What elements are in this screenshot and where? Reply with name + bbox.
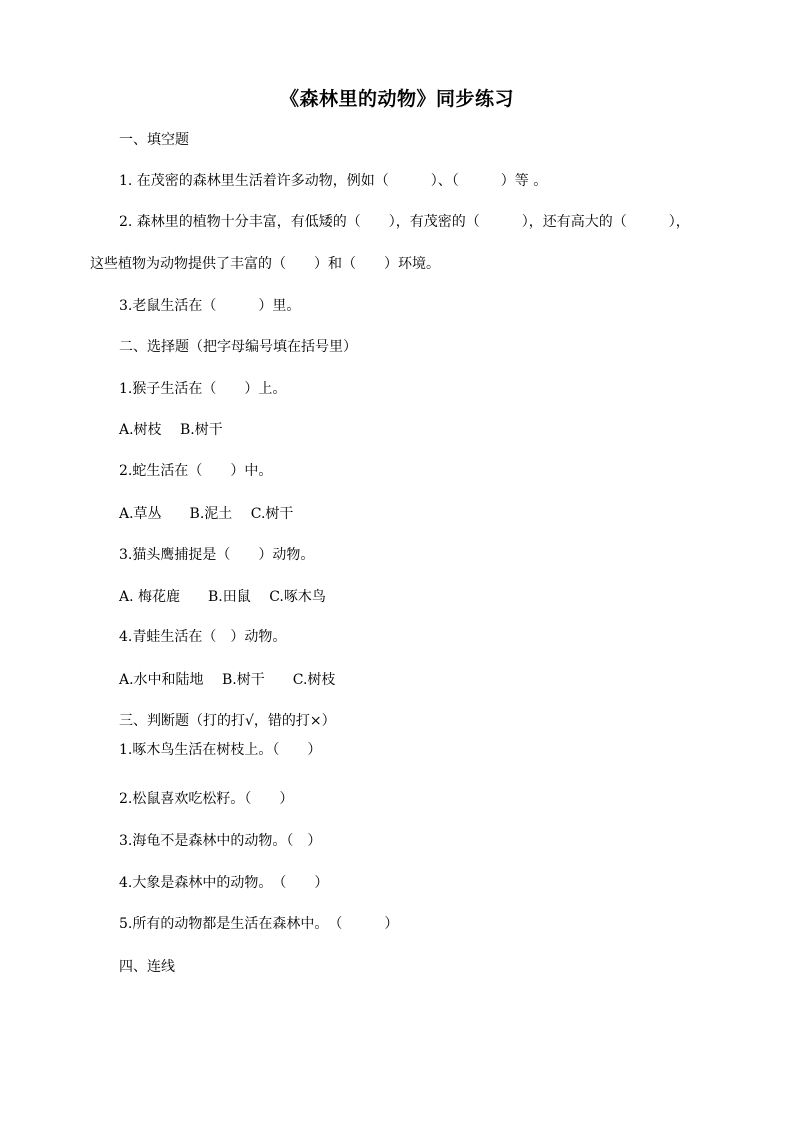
- question-tf-3: 3.海龟不是森林中的动物。（ ）: [119, 833, 322, 849]
- options-choice-1: A.树枝 B.树干: [119, 422, 223, 438]
- section-heading-matching: 四、连线: [119, 959, 175, 975]
- question-tf-1: 1.啄木鸟生活在树枝上。（ ）: [119, 742, 322, 758]
- document-title: 《森林里的动物》同步练习: [279, 88, 514, 110]
- question-tf-4: 4.大象是森林中的动物。 （ ）: [119, 875, 329, 891]
- question-fill-2: 2. 森林里的植物十分丰富，有低矮的（ ），有茂密的（ ），还有高大的（ ），: [119, 214, 690, 230]
- options-choice-4: A.水中和陆地 B.树干 C.树枝: [119, 672, 336, 688]
- question-fill-2-continued: 这些植物为动物提供了丰富的（ ）和（ ）环境。: [90, 256, 440, 272]
- question-fill-1: 1. 在茂密的森林里生活着许多动物，例如（ ）、（ ）等 。: [119, 173, 548, 189]
- options-choice-3: A. 梅花鹿 B.田鼠 C.啄木鸟: [119, 589, 326, 605]
- question-choice-3: 3.猫头鹰捕捉是（ ）动物。: [119, 547, 315, 563]
- section-heading-fill-in: 一、填空题: [119, 132, 189, 148]
- question-tf-5: 5.所有的动物都是生活在森林中。 （ ）: [119, 916, 399, 932]
- question-choice-2: 2.蛇生活在（ ）中。: [119, 463, 273, 479]
- section-heading-choice: 二、选择题（把字母编号填在括号里）: [119, 339, 357, 355]
- question-tf-2: 2.松鼠喜欢吃松籽。（ ）: [119, 791, 294, 807]
- options-choice-2: A.草丛 B.泥土 C.树干: [119, 506, 294, 522]
- section-heading-true-false: 三、判断题（打的打√，错的打×）: [119, 713, 336, 729]
- question-fill-3: 3.老鼠生活在（ ）里。: [119, 298, 301, 314]
- question-choice-4: 4.青蛙生活在（ ）动物。: [119, 629, 287, 645]
- question-choice-1: 1.猴子生活在（ ）上。: [119, 381, 287, 397]
